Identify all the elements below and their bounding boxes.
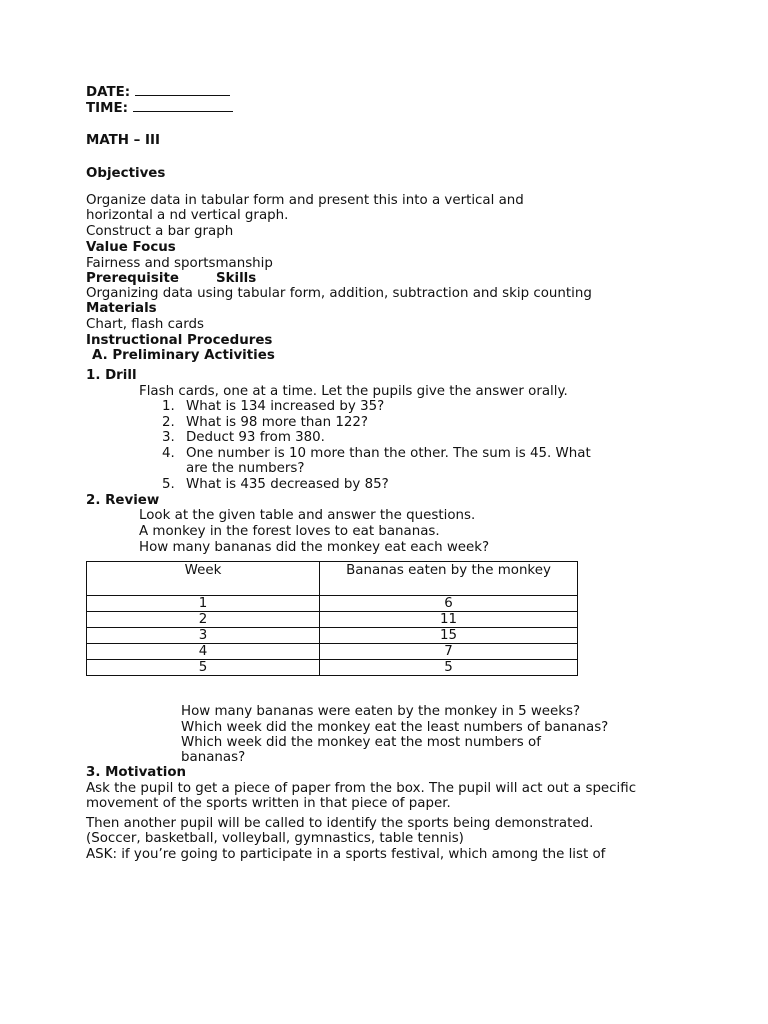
review-question-1: How many bananas were eaten by the monkey in 5 weeks? (181, 704, 581, 719)
review-line-2: A monkey in the forest loves to eat bananas. (139, 524, 440, 539)
table-header-row (87, 562, 578, 596)
table-cell-bananas: 6 (320, 596, 578, 612)
prerequisite-heading-b: Skills (215, 271, 257, 286)
drill-item-text: One number is 10 more than the other. The sum is 45. What (186, 446, 591, 461)
date-blank (135, 83, 230, 96)
table-cell-bananas: 5 (320, 660, 578, 676)
objective-line-1: Organize data in tabular form and present this into a vertical and (86, 193, 524, 208)
preliminary-activities-heading: A. Preliminary Activities (92, 348, 275, 363)
drill-item-text: Deduct 93 from 380. (186, 430, 325, 445)
review-line-3: How many bananas did the monkey eat each week? (139, 540, 490, 555)
objective-line-2: horizontal a nd vertical graph. (86, 208, 289, 223)
motivation-line-2: movement of the sports written in that piece of paper. (86, 796, 451, 811)
drill-item-text: What is 435 decreased by 85? (186, 477, 389, 492)
time-line (86, 99, 233, 117)
drill-intro: Flash cards, one at a time. Let the pupils give the answer orally. (139, 384, 568, 399)
table-row (87, 660, 578, 676)
table-row (87, 628, 578, 644)
drill-item-text-continued: are the numbers? (186, 461, 305, 476)
drill-item-num: 1. (162, 399, 175, 414)
table-cell-bananas: 11 (320, 612, 578, 628)
review-question-2: Which week did the monkey eat the least numbers of bananas? (181, 720, 609, 735)
motivation-line-1: Ask the pupil to get a piece of paper from the box. The pupil will act out a specific (86, 781, 637, 796)
table-cell-week: 1 (87, 596, 320, 612)
table-header-bananas: Bananas eaten by the monkey (320, 562, 578, 596)
table-cell-week: 4 (87, 644, 320, 660)
prerequisite-text: Organizing data using tabular form, addition, subtraction and skip counting (86, 286, 592, 301)
table-row (87, 612, 578, 628)
time-label: TIME: (86, 101, 128, 116)
table-header-week: Week (87, 562, 320, 596)
review-question-3-continued: bananas? (181, 750, 246, 765)
value-focus-heading: Value Focus (86, 240, 176, 255)
motivation-line-3: Then another pupil will be called to identify the sports being demonstrated. (86, 816, 594, 831)
review-heading: 2. Review (86, 493, 160, 508)
time-blank (133, 99, 233, 112)
materials-heading: Materials (86, 301, 157, 316)
drill-item-text: What is 98 more than 122? (186, 415, 368, 430)
materials-text: Chart, flash cards (86, 317, 204, 332)
drill-item-num: 2. (162, 415, 175, 430)
table-cell-week: 2 (87, 612, 320, 628)
value-focus-text: Fairness and sportsmanship (86, 256, 273, 271)
review-line-1: Look at the given table and answer the questions. (139, 508, 476, 523)
drill-item-num: 4. (162, 446, 175, 461)
drill-item-num: 3. (162, 430, 175, 445)
table-cell-bananas: 7 (320, 644, 578, 660)
drill-item-text: What is 134 increased by 35? (186, 399, 385, 414)
prerequisite-heading-a: Prerequisite (86, 271, 179, 286)
motivation-line-4: (Soccer, basketball, volleyball, gymnastics, table tennis) (86, 831, 464, 846)
table-row (87, 596, 578, 612)
objectives-heading: Objectives (86, 166, 166, 181)
drill-item-num: 5. (162, 477, 175, 492)
motivation-heading: 3. Motivation (86, 765, 187, 780)
date-label: DATE: (86, 85, 131, 100)
procedures-heading: Instructional Procedures (86, 333, 273, 348)
review-question-3: Which week did the monkey eat the most numbers of (181, 735, 541, 750)
motivation-line-5: ASK: if you’re going to participate in a sports festival, which among the list of (86, 847, 606, 862)
objective-line-3: Construct a bar graph (86, 224, 234, 239)
bananas-table (86, 561, 578, 676)
drill-heading: 1. Drill (86, 368, 137, 383)
table-cell-week: 3 (87, 628, 320, 644)
table-cell-bananas: 15 (320, 628, 578, 644)
subject-title: MATH – III (86, 133, 160, 148)
table-cell-week: 5 (87, 660, 320, 676)
prerequisite-heading (86, 271, 256, 287)
table-row (87, 644, 578, 660)
